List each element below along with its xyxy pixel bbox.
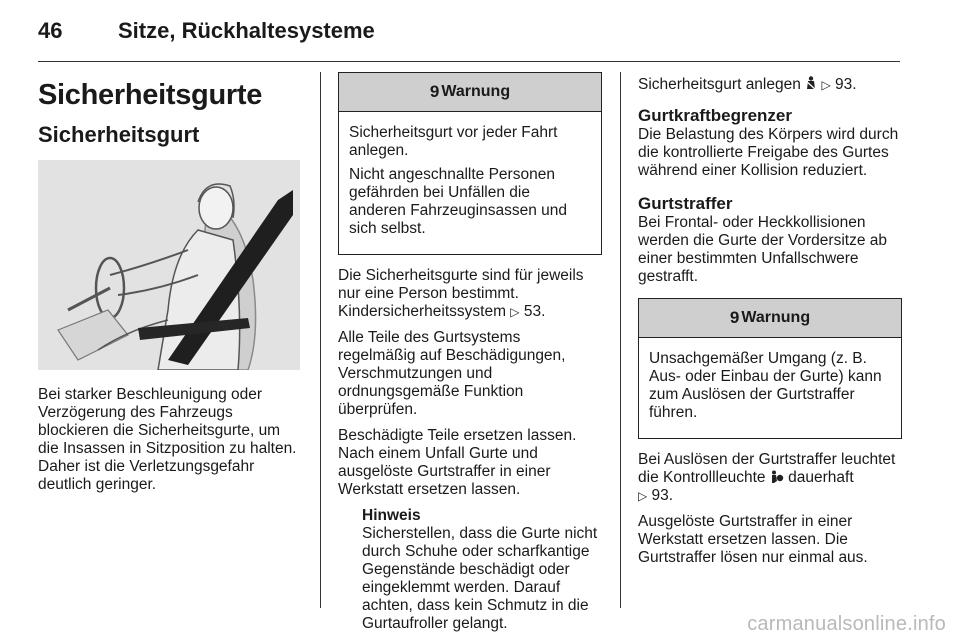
warning-line: Nicht angeschnallte Personen gefährden bei Unfällen die anderen Fahrzeuginsassen und sich selbst. (349, 166, 568, 237)
subsection-heading: Sicherheitsgurt (38, 122, 200, 147)
warning-triangle-icon: 9 (429, 82, 440, 101)
heading-pretensioner: Gurtstraffer (638, 194, 733, 213)
seatbelt-illustration (38, 160, 300, 370)
right-column (638, 72, 902, 575)
page-header (38, 14, 900, 58)
intro-paragraph: Bei starker Beschleunigung oder Verzögerung des Fahrzeugs blockieren die Sicherheitsgurte, um die Insassen in Sitzposition zu halten. Daher ist die Verletzungsgefahr deutlich geringer. (38, 386, 297, 493)
paragraph-force-limiter: Die Belastung des Körpers wird durch die kontrollierte Freigabe des Gurtes während einer Kollision reduziert. (638, 126, 899, 179)
note-title: Hinweis (362, 507, 421, 524)
heading-force-limiter: Gurtkraftbegrenzer (638, 106, 792, 125)
warning-header (639, 299, 901, 338)
paragraph-warning-light: Bei Auslösen der Gurtstraffer leuchtet die Kontrollleuchte dauerhaft ▷ 93. (638, 451, 896, 504)
middle-column (338, 72, 602, 633)
warning-title: Warnung (441, 83, 511, 100)
paragraph-pretensioner: Bei Frontal- oder Heckkollisionen werden die Gurte der Vordersitze ab einer bestimmten Unfallschwere gestrafft. (638, 214, 887, 285)
note-box (362, 507, 602, 633)
section-heading: Sicherheitsgurte (38, 79, 263, 111)
warning-line: Sicherheitsgurt vor jeder Fahrt anlegen. (349, 124, 558, 159)
paragraph-fasten: Sicherheitsgurt anlegen ▷ 93. (638, 76, 857, 93)
seatbelt-icon (805, 76, 817, 91)
page-ref-link[interactable]: 93. (835, 76, 857, 93)
warning-box (638, 298, 902, 439)
page-ref-link[interactable]: 93. (651, 487, 674, 504)
paragraph-replace: Beschädigte Teile ersetzen lassen. Nach einem Unfall Gurte und ausgelöste Gurtstraffer in einer Werkstatt ersetzen lassen. (338, 427, 577, 498)
left-column (38, 72, 304, 502)
paragraph-inspection: Alle Teile des Gurtsystems regelmäßig auf Beschädigungen, Verschmutzungen und ordnungsgemäße Funktion überprüfen. (338, 329, 566, 418)
paragraph-one-person: Die Sicherheitsgurte sind für jeweils nur eine Person bestimmt. Kindersicherheitssystem ▷ 53. (338, 267, 584, 320)
page-number: 46 (38, 18, 63, 43)
column-divider-1 (320, 72, 321, 608)
warning-triangle-icon: 9 (729, 308, 740, 327)
paragraph-final: Ausgelöste Gurtstraffer in einer Werkstatt ersetzen lassen. Die Gurtstraffer lösen nur einmal aus. (638, 513, 868, 566)
warning-line: Unsachgemäßer Umgang (z. B. Aus- oder Einbau der Gurte) kann zum Auslösen der Gurtstraffer führen. (649, 350, 882, 421)
page-ref-link[interactable]: 53. (523, 303, 546, 320)
ref-arrow-icon: ▷ (510, 305, 520, 319)
warning-body (339, 112, 601, 254)
column-divider-2 (620, 72, 621, 608)
ref-arrow-icon: ▷ (821, 78, 831, 92)
warning-header (339, 73, 601, 112)
warning-title: Warnung (741, 309, 811, 326)
airbag-icon (770, 470, 784, 484)
header-rule (38, 61, 900, 62)
warning-box (338, 72, 602, 255)
watermark: carmanualsonline.info (747, 613, 946, 635)
running-title: Sitze, Rückhaltesysteme (118, 18, 375, 43)
ref-arrow-icon: ▷ (638, 489, 648, 503)
warning-body (639, 338, 901, 438)
note-text: Sicherstellen, dass die Gurte nicht durch Schuhe oder scharfkantige Gegenstände beschädigt oder eingeklemmt werden. Darauf achten, dass kein Schmutz in die Gurtaufroller gelangt. (362, 525, 598, 632)
